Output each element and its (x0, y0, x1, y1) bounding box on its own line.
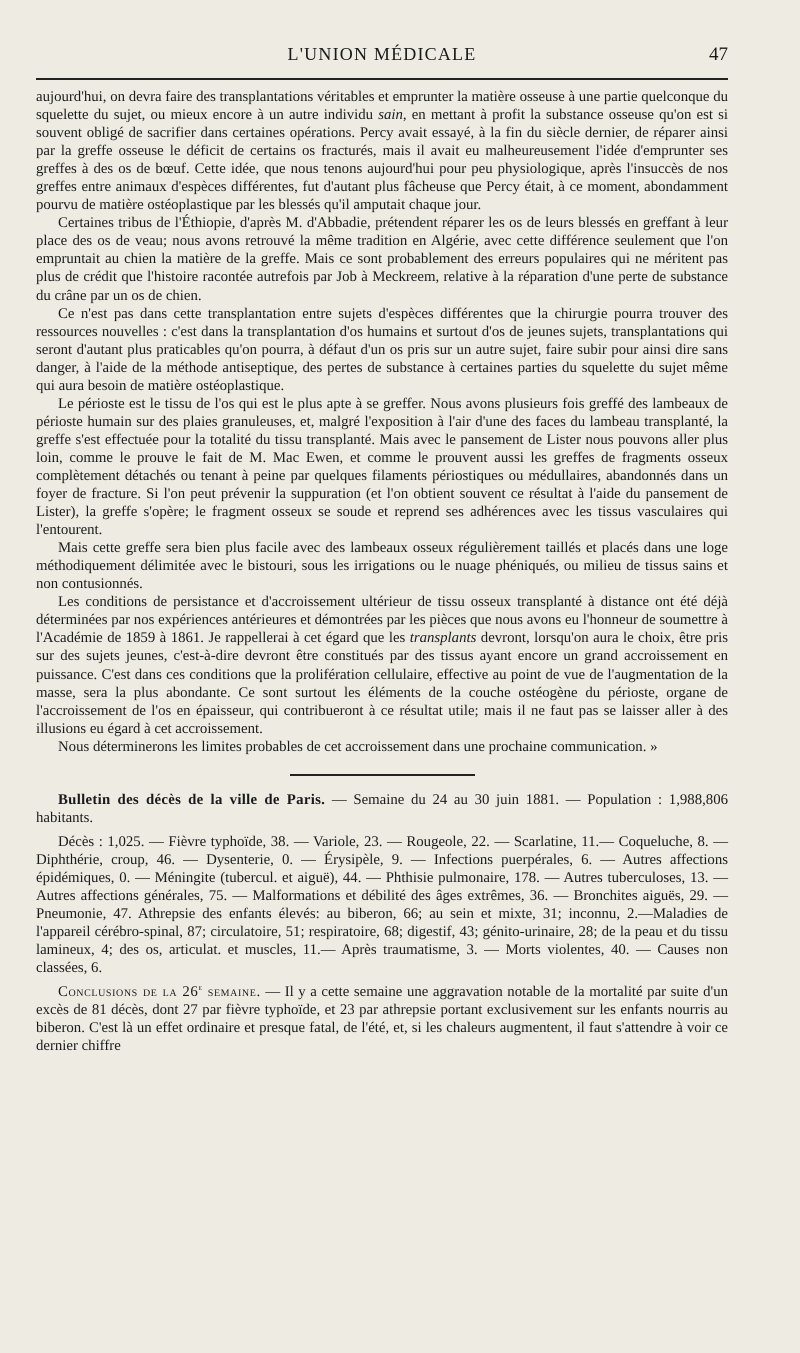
header-rule (36, 78, 728, 80)
paragraph-1-text-b: , en mettant à profit la substance osseuse qu'on est si souvent obligé de sacrifier dans certaines opérations. Percy avait essayé, à la fin du siècle dernier, de réparer ainsi par la greffe osseuse le déficit de certains os fracturés, mais il avait eu malheureusement l'idée d'emprunter ses greffes à des os de bœuf. Cette idée, que nous tenons aujourd'hui pour peu physiologique, après l'insuccès de nos greffes entre animaux d'espèces différentes, fut d'autant plus fâcheuse que Percy était, à ce moment, abondamment pourvu de matière ostéoplastique par les blessés qu'il amputait chaque jour. (36, 107, 728, 214)
emphasis-sain: sain (378, 107, 403, 124)
article-body (36, 88, 728, 1055)
bulletin-conclusions (36, 983, 728, 1055)
conclusions-label-sup: e (198, 982, 203, 993)
bulletin-causes: Décès : 1,025. — Fièvre typhoïde, 38. — Variole, 23. — Rougeole, 22. — Scarlatine, 11.— Coqueluche, 8. — Diphthérie, croup, 46. — Dysenterie, 0. — Érysipèle, 9. — Infections puerpérales, 6. — Autres affections épidémiques, 0. — Méningite (tubercul. et aiguë), 44. — Phthisie pulmonaire, 178. — Autres tuberculoses, 13. — Autres affections générales, 75. — Malformations et débilité des âges extrêmes, 36. — Bronchites aiguës, 29. — Pneumonie, 47. Athrepsie des enfants élevés: au biberon, 66; au sein et mixte, 31; inconnu, 2.—Maladies de l'appareil cérébro-spinal, 87; circulatoire, 51; respiratoire, 68; digestif, 43; génito-urinaire, 28; de la peau et du tissu lamineux, 4; des os, articulat. et muscles, 11.— Après traumatisme, 3. — Morts violentes, 40. — Causes non classées, 6. (36, 833, 728, 977)
paragraph-6-text-a: Les conditions de persistance et d'accroissement ultérieur de tissu osseux transplanté à distance ont été déjà déterminées par nos expériences antérieures et démontrées par les pièces que nous avons eu l'honneur de soumettre à l'Académie de 1859 à 1861. Je rappellerai à cet égard que les (36, 594, 728, 647)
paragraph-6-text-b: devront, lorsqu'on aura le choix, être pris sur des sujets jeunes, c'est-à-dire devront être constitués par des tissus ayant encore un grand accroissement en puissance. C'est dans ces conditions que la prolifération cellulaire, effective au point de vue de l'augmentation de la masse, sera la plus abondante. Ce sont surtout les éléments de la couche ostéogène du périoste, organe de l'accroissement de l'os en épaisseur, qui contribueront à ce résultat utile; mais il ne faut pas se laisser aller à des illusions eu égard à cet accroissement. (36, 630, 728, 737)
conclusions-label-a: Conclusions de la 26 (58, 984, 199, 1001)
emphasis-transplants: transplants (409, 630, 477, 647)
section-divider (290, 774, 475, 776)
conclusions-text: — Il y a cette semaine une aggravation notable de la mortalité par suite d'un excès de 81 décès, dont 27 par fièvre typhoïde, et 23 par athrepsie portant exclusivement sur les enfants nourris au biberon. C'est là un effet ordinaire et presque fatal, de l'été, et, si les chaleurs augmentent, il faut s'attendre à voir ce dernier chiffre (36, 984, 729, 1055)
conclusions-label (58, 984, 261, 1000)
running-title: L'UNION MÉDICALE (287, 44, 477, 64)
paragraph-6 (36, 593, 728, 737)
paragraph-4: Le périoste est le tissu de l'os qui est le plus apte à se greffer. Nous avons plusieurs fois greffé des lambeaux de périoste humain sur des plaies granuleuses, et, malgré l'exposition à l'air d'une des faces du lambeau transplanté, la greffe s'est effectuée pour la totalité du tissu transplanté. Mais avec le pansement de Lister nous pouvons aller plus loin, comme le prouve le fait de M. Mac Ewen, et comme le prouvent aussi les greffes de fragments osseux complètement détachés ou tenant à peine par quelques filaments périostiques ou médullaires, abandonnés dans un foyer de fracture. Si l'on peut prévenir la suppuration (et l'on obtient souvent ce résultat à l'aide du pansement de Lister), la greffe s'opère; le fragment osseux se soude et reprend ses adhérences avec les tissus vasculaires qui l'entourent. (36, 395, 728, 539)
page-number: 47 (709, 44, 728, 65)
bulletin-subtitle: — Semaine du 24 au 30 juin 1881. — Population : 1,988,806 habitants. (36, 791, 728, 826)
paragraph-2: Certaines tribus de l'Éthiopie, d'après M. d'Abbadie, prétendent réparer les os de leurs blessés en greffant à leur place des os de veau; nous avons retrouvé la même tradition en Algérie, avec cette différence seulement que l'on empruntait au chien la matière de la greffe. Mais ce sont probablement des erreurs populaires qui ne méritent pas plus de crédit que l'histoire racontée autrefois par Job à Meckreem, relative à la réparation d'une perte de substance du crâne par un os de chien. (36, 215, 728, 304)
paragraph-7: Nous déterminerons les limites probables de cet accroissement dans une prochaine communication. » (58, 738, 658, 755)
paragraph-5: Mais cette greffe sera bien plus facile avec des lambeaux osseux régulièrement taillés et placés dans une loge méthodiquement délimitée avec le bistouri, sous les irrigations ou le nuage phéniqués, ou milieu de tissus sains et non contusionnés. (36, 540, 728, 593)
paragraph-1 (36, 88, 728, 214)
conclusions-label-b: semaine. (202, 984, 261, 1001)
page-header (36, 44, 728, 74)
bulletin-title: Bulletin des décès de la ville de Paris. (58, 791, 326, 808)
paragraph-3: Ce n'est pas dans cette transplantation entre sujets d'espèces différentes que la chirurgie pourra trouver des ressources nouvelles : c'est dans la transplantation d'os humains et surtout d'os de jeunes sujets, transplantations qui seront d'autant plus praticables qu'on pourra, à défaut d'un os pris sur un autre sujet, faire subir pour ainsi dire sans danger, à l'aide de la méthode antiseptique, des pertes de substance à certaines parties du squelette du sujet même qui aura besoin de matière ostéoplastique. (36, 305, 728, 394)
bulletin-heading (36, 791, 728, 827)
paragraph-1-text-a: aujourd'hui, on devra faire des transplantations véritables et emprunter la matière osseuse à une partie quelconque du squelette du sujet, ou mieux encore à un autre individu (36, 89, 728, 124)
